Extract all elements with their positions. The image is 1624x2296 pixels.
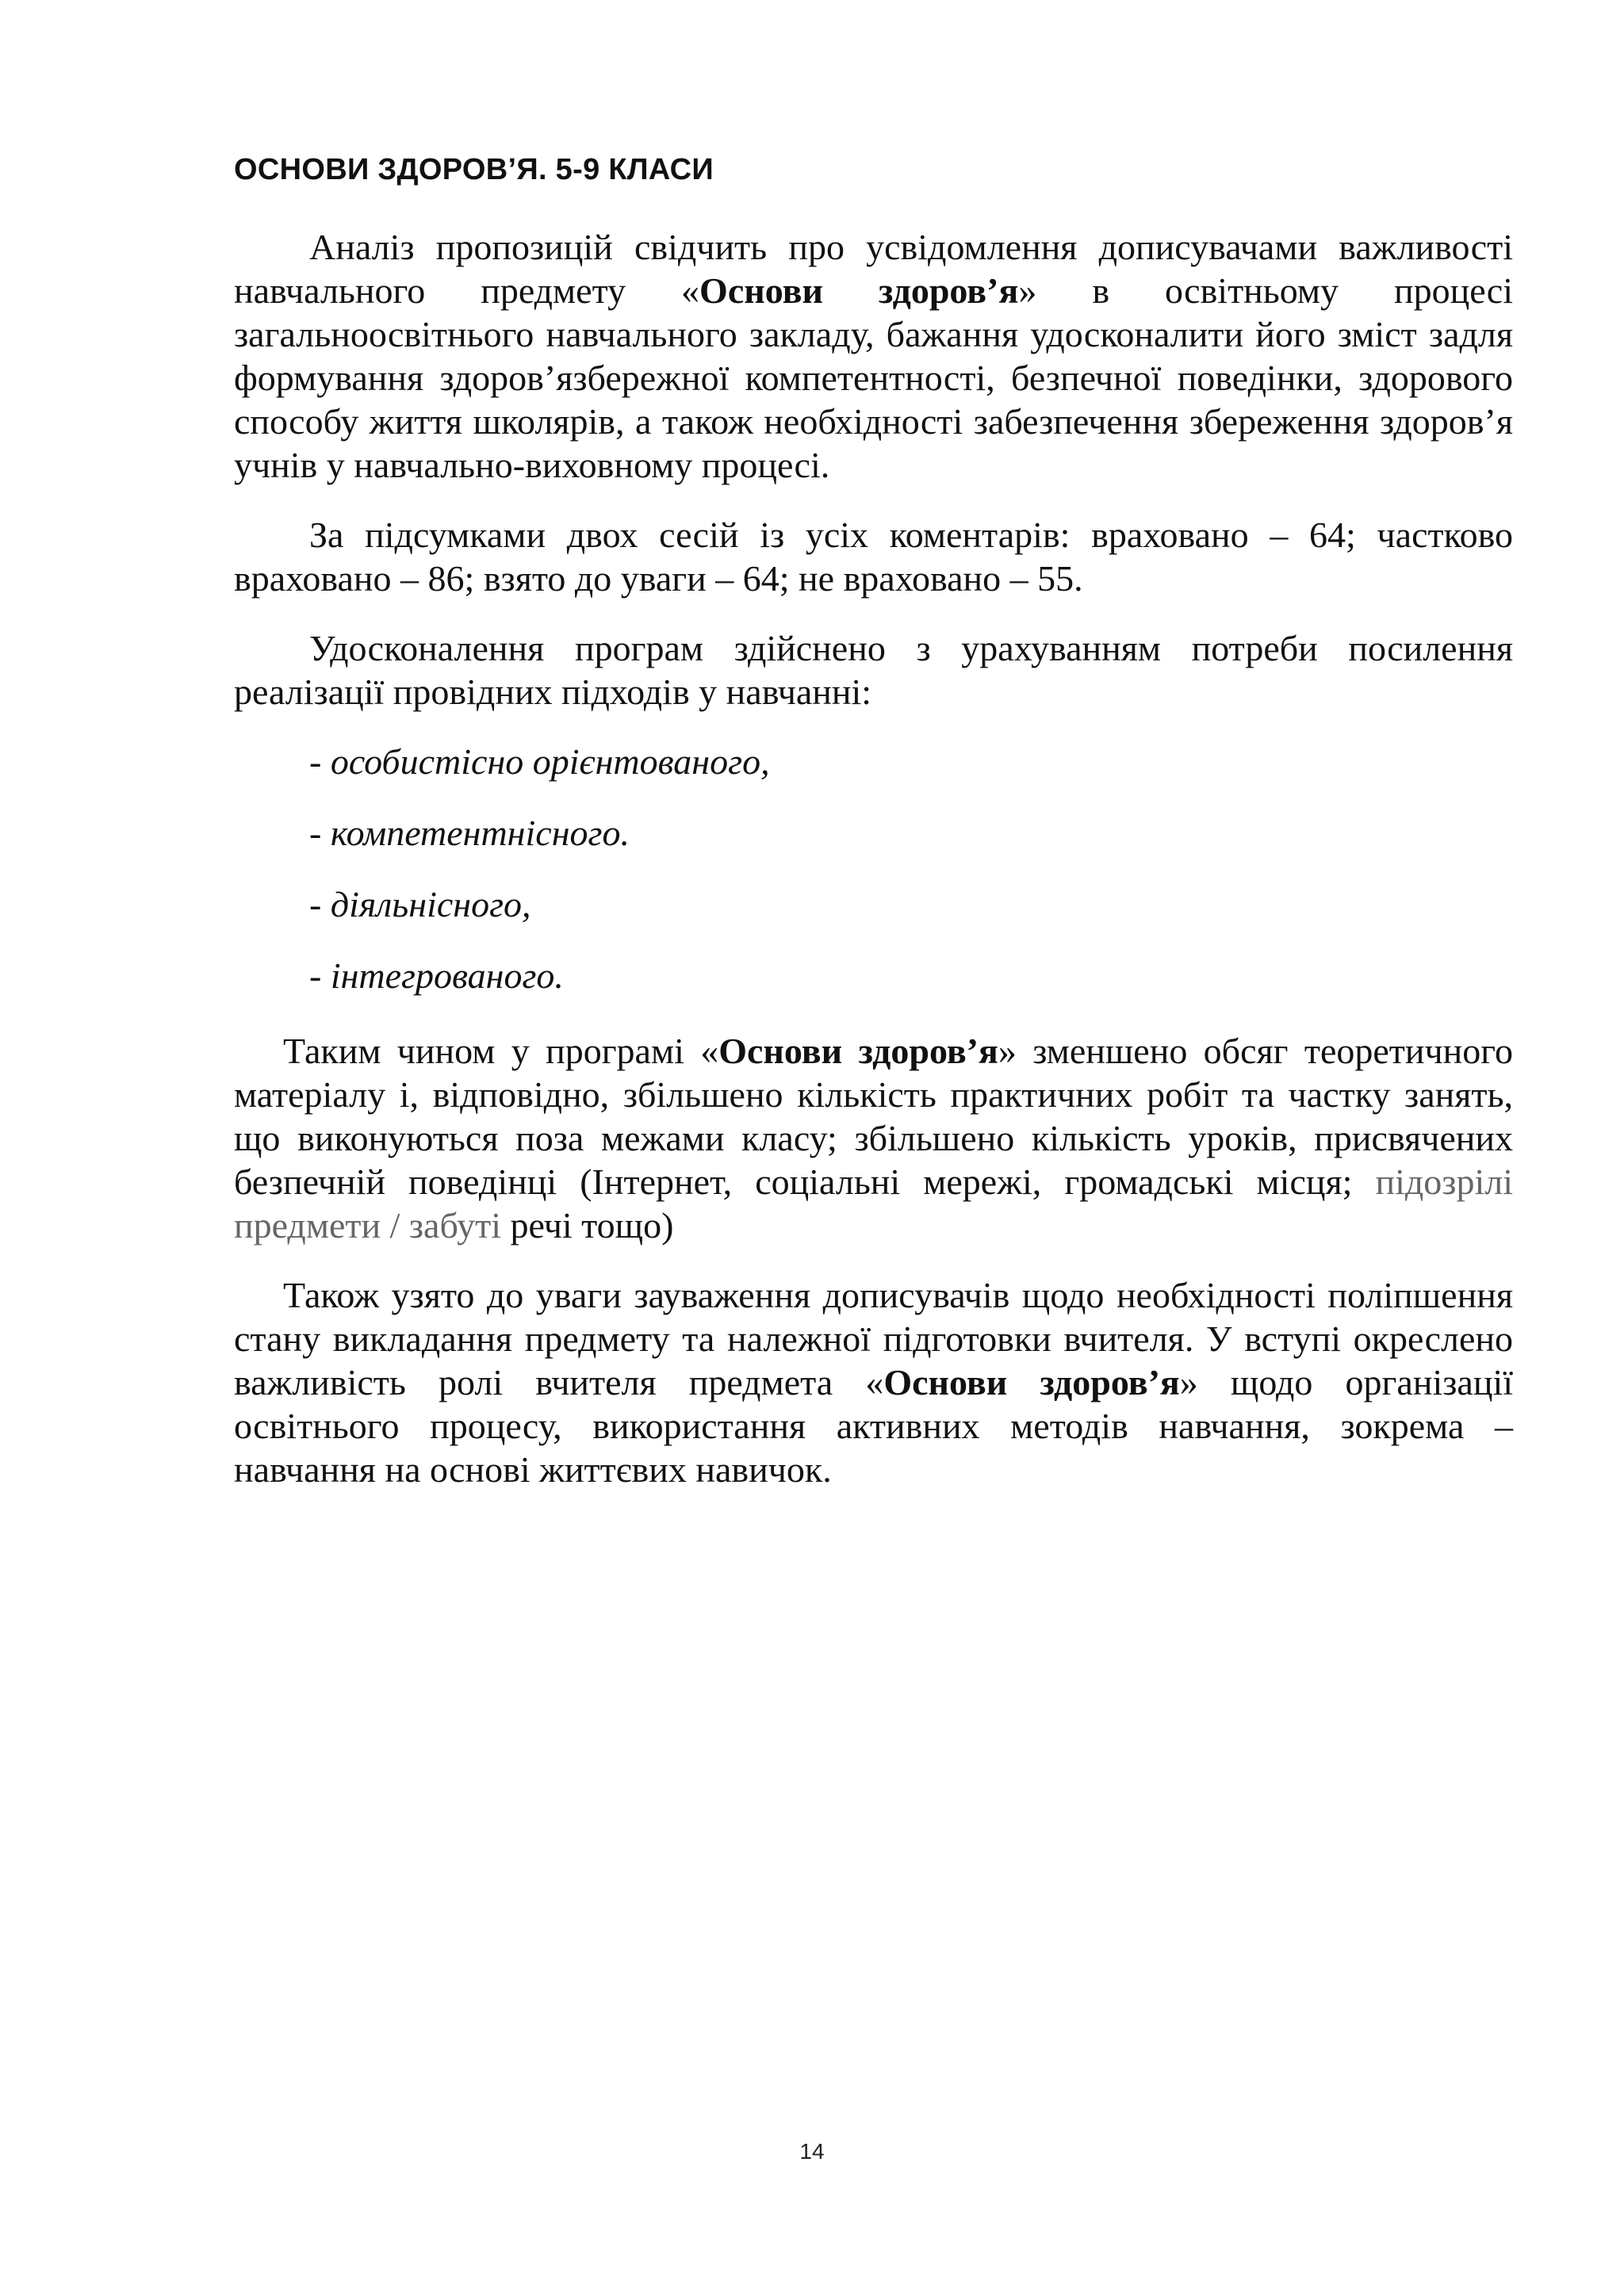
paragraph-teacher-role-text-before: Також узято до уваги зауваження дописувачів щодо необхідності поліпшення стану викладання предмету та належної підготовки вчителя. У вступі окреслено важливість ролі вчителя предмета « xyxy=(234,1275,1513,1402)
paragraph-program-changes-text-middle: » зменшено обсяг теоретичного матеріалу і, відповідно, збільшено кількість практичних робіт та частку занять, що виконуються поза межами класу; збільшено кількість уроків, присвячених безпечній поведінці (Інтернет, соціальні мережі, громадські місця; xyxy=(234,1031,1513,1202)
approaches-list xyxy=(309,740,1513,997)
paragraph-program-changes xyxy=(234,1029,1513,1247)
list-item: - інтегрованого. xyxy=(309,955,564,996)
paragraph-teacher-role-text-after: » щодо організації освітнього процесу, використання активних методів навчання, зокрема – навчання на основі життєвих навичок. xyxy=(234,1362,1514,1490)
page-content xyxy=(234,151,1513,1517)
subject-name-bold: Основи здоров’я xyxy=(718,1031,998,1071)
paragraph-analysis xyxy=(234,225,1513,487)
paragraph-program-improvement: Удосконалення програм здійснено з урахуванням потреби посилення реалізації провідних підходів у навчанні: xyxy=(234,628,1513,712)
section-heading: ОСНОВИ ЗДОРОВ’Я. 5-9 КЛАСИ xyxy=(234,153,714,186)
subject-name-bold: Основи здоров’я xyxy=(699,270,1019,311)
paragraph-analysis-text-before: Аналіз пропозицій свідчить про усвідомлення дописувачами важливості навчального предмету « xyxy=(234,227,1513,311)
paragraph-analysis-text-after: » в освітньому процесі загальноосвітнього навчального закладу, бажання удосконалити його зміст задля формування здоров’язбережної компетентності, безпечної поведінки, здорового способу життя школярів, а також необхідності забезпечення збереження здоров’я учнів у навчально-виховному процесі. xyxy=(234,270,1513,485)
paragraph-program-changes-muted-text: підозрілі предмети / забуті xyxy=(234,1161,1513,1246)
page-number: 14 xyxy=(799,2139,825,2164)
subject-name-bold: Основи здоров’я xyxy=(883,1362,1180,1402)
paragraph-program-changes-text-before: Таким чином у програмі « xyxy=(283,1031,719,1071)
paragraph-session-results: За підсумками двох сесій із усіх коментарів: враховано – 64; частково враховано – 86; взято до уваги – 64; не враховано – 55. xyxy=(234,515,1513,599)
list-item: - діяльнісного, xyxy=(309,884,531,924)
paragraph-teacher-role xyxy=(234,1273,1513,1491)
list-item: - компетентнісного. xyxy=(309,813,630,853)
list-item: - особистісно орієнтованого, xyxy=(309,741,770,782)
paragraph-program-changes-text-after: речі тощо) xyxy=(500,1205,674,1246)
